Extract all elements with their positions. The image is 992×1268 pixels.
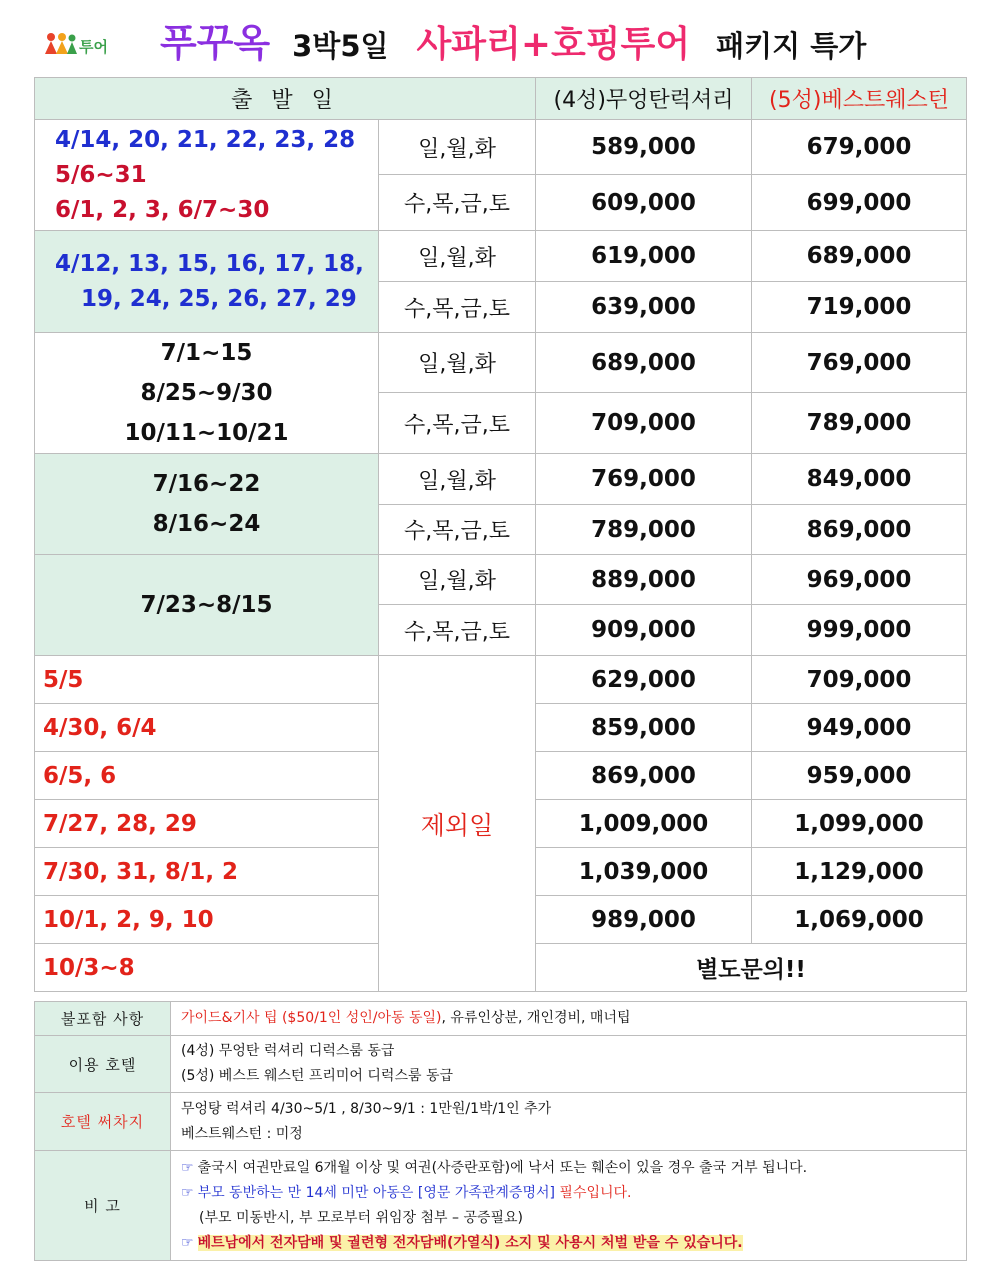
table-row [35,231,967,282]
note-text: 베트남에서 전자담배 및 궐련형 전자담배(가열식) 소지 및 사용시 처벌 받을 수 있습니다. [197,1234,743,1251]
table-row [35,120,967,175]
price-5star: 689,000 [752,231,967,282]
price-5star: 869,000 [752,505,967,555]
special-date-cell: 6/5, 6 [35,752,379,800]
table-row [35,555,967,605]
price-4star: 989,000 [536,896,752,944]
surcharge-line: 베스트웨스턴 : 미정 [181,1125,303,1142]
price-4star: 1,009,000 [536,800,752,848]
price-5star: 789,000 [752,393,967,454]
title-special: 패키지 특가 [716,29,867,63]
price-4star: 589,000 [536,120,752,175]
date-line: 7/23~8/15 [140,592,273,618]
inquiry-cell: 별도문의!! [536,944,967,992]
price-5star: 969,000 [752,555,967,605]
table-row [35,333,967,393]
weekday-cell: 수,목,금,토 [379,605,536,656]
price-4star: 1,039,000 [536,848,752,896]
departure-dates-cell [35,333,379,454]
table-row [35,454,967,505]
departure-dates-cell [35,555,379,656]
note-text: 출국시 여권만료일 6개월 이상 및 여권(사증란포함)에 낙서 또는 훼손이 있을 경우 출국 거부 됩니다. [197,1159,808,1176]
page-header [0,0,992,76]
info-row-hotel [35,1036,967,1093]
hotel-line: (5성) 베스트 웨스턴 프리미어 디럭스룸 동급 [181,1068,453,1084]
price-4star: 789,000 [536,505,752,555]
price-5star: 719,000 [752,282,967,333]
departure-dates-cell [35,454,379,555]
surcharge-label: 호텔 써차지 [35,1093,171,1151]
price-5star: 1,069,000 [752,896,967,944]
excluded-tip-text: 가이드&기사 팁 ($50/1인 성인/아동 동일) [181,1010,442,1026]
price-4star: 769,000 [536,454,752,505]
note-line: (부모 미동반시, 부 모로부터 위임장 첨부 – 공증필요) [199,1209,524,1226]
notes-label: 비 고 [35,1151,171,1261]
weekday-cell: 일,월,화 [379,333,536,393]
price-5star: 999,000 [752,605,967,656]
price-5star: 679,000 [752,120,967,175]
weekday-cell: 일,월,화 [379,555,536,605]
price-4star: 639,000 [536,282,752,333]
price-4star: 859,000 [536,704,752,752]
weekday-cell: 일,월,화 [379,454,536,505]
exclusion-days-cell: 제외일 [379,656,536,992]
price-5star: 1,129,000 [752,848,967,896]
weekday-cell: 일,월,화 [379,120,536,175]
price-4star: 609,000 [536,175,752,231]
info-row-surcharge [35,1093,967,1151]
logo-figures-icon [44,32,78,56]
date-line: 6/1, 2, 3, 6/7~30 [55,196,270,223]
date-line: 7/16~22 [152,471,261,497]
price-5star: 849,000 [752,454,967,505]
weekday-cell: 수,목,금,토 [379,175,536,231]
price-4star: 619,000 [536,231,752,282]
excluded-value [171,1002,967,1036]
weekday-cell: 일,월,화 [379,231,536,282]
date-line: 8/16~24 [152,511,261,537]
special-date-cell: 7/27, 28, 29 [35,800,379,848]
special-date-cell: 4/30, 6/4 [35,704,379,752]
col-hotel5-header: (5성)베스트웨스턴 [752,78,967,120]
title-nights: 3박5일 [292,29,389,63]
col-departure-header: 출 발 일 [35,78,536,120]
note-text: 부모 동반하는 만 14세 미만 아동은 [영문 가족관계증명서] [197,1184,555,1201]
title-tour: 사파리+호핑투어 [416,24,691,65]
departure-dates-cell [35,120,379,231]
note-line [181,1181,956,1206]
hotel-value [171,1036,967,1093]
date-line: 5/6~31 [55,161,147,188]
price-5star: 949,000 [752,704,967,752]
pointing-hand-icon: ☞ [181,1234,194,1251]
special-date-cell: 10/1, 2, 9, 10 [35,896,379,944]
price-table [34,77,967,992]
date-line: 8/25~9/30 [140,380,273,406]
price-5star: 959,000 [752,752,967,800]
col-hotel4-header: (4성)무엉탄럭셔리 [536,78,752,120]
weekday-cell: 수,목,금,토 [379,505,536,555]
logo-text: 투어 [79,38,108,56]
departure-dates-cell [35,231,379,333]
special-date-cell: 5/5 [35,656,379,704]
date-line: 10/11~10/21 [124,420,289,446]
surcharge-line: 무엉탕 럭셔리 4/30~5/1 , 8/30~9/1 : 1만원/1박/1인 추가 [181,1100,552,1117]
company-logo [44,32,108,56]
special-date-cell: 7/30, 31, 8/1, 2 [35,848,379,896]
weekday-cell: 수,목,금,토 [379,282,536,333]
table-row [35,656,967,704]
price-4star: 629,000 [536,656,752,704]
price-5star: 699,000 [752,175,967,231]
date-line: 7/1~15 [160,340,253,366]
price-4star: 869,000 [536,752,752,800]
date-line: 4/12, 13, 15, 16, 17, 18, [55,250,364,277]
hotel-line: (4성) 무엉탄 럭셔리 디럭스룸 동급 [181,1043,395,1059]
info-table [34,1001,967,1261]
excluded-label: 불포함 사항 [35,1002,171,1036]
price-4star: 909,000 [536,605,752,656]
info-row-excluded [35,1002,967,1036]
price-5star: 709,000 [752,656,967,704]
note-line [181,1156,956,1181]
title-brand: 푸꾸옥 [160,21,271,65]
weekday-cell: 수,목,금,토 [379,393,536,454]
page-title [160,12,866,68]
pointing-hand-icon: ☞ [181,1184,194,1201]
price-5star: 1,099,000 [752,800,967,848]
price-4star: 709,000 [536,393,752,454]
date-line: 4/14, 20, 21, 22, 23, 28 [55,126,356,153]
notes-value [171,1151,967,1261]
price-4star: 889,000 [536,555,752,605]
pointing-hand-icon: ☞ [181,1159,194,1176]
hotel-label: 이용 호텔 [35,1036,171,1093]
note-line [181,1231,956,1256]
info-row-notes [35,1151,967,1261]
special-date-cell: 10/3~8 [35,944,379,992]
date-line: 19, 24, 25, 26, 27, 29 [81,285,357,312]
price-4star: 689,000 [536,333,752,393]
note-text: 필수입니다. [554,1184,632,1201]
price-5star: 769,000 [752,333,967,393]
excluded-rest-text: , 유류인상분, 개인경비, 매너팁 [441,1010,631,1026]
table-header-row [35,78,967,120]
surcharge-value [171,1093,967,1151]
